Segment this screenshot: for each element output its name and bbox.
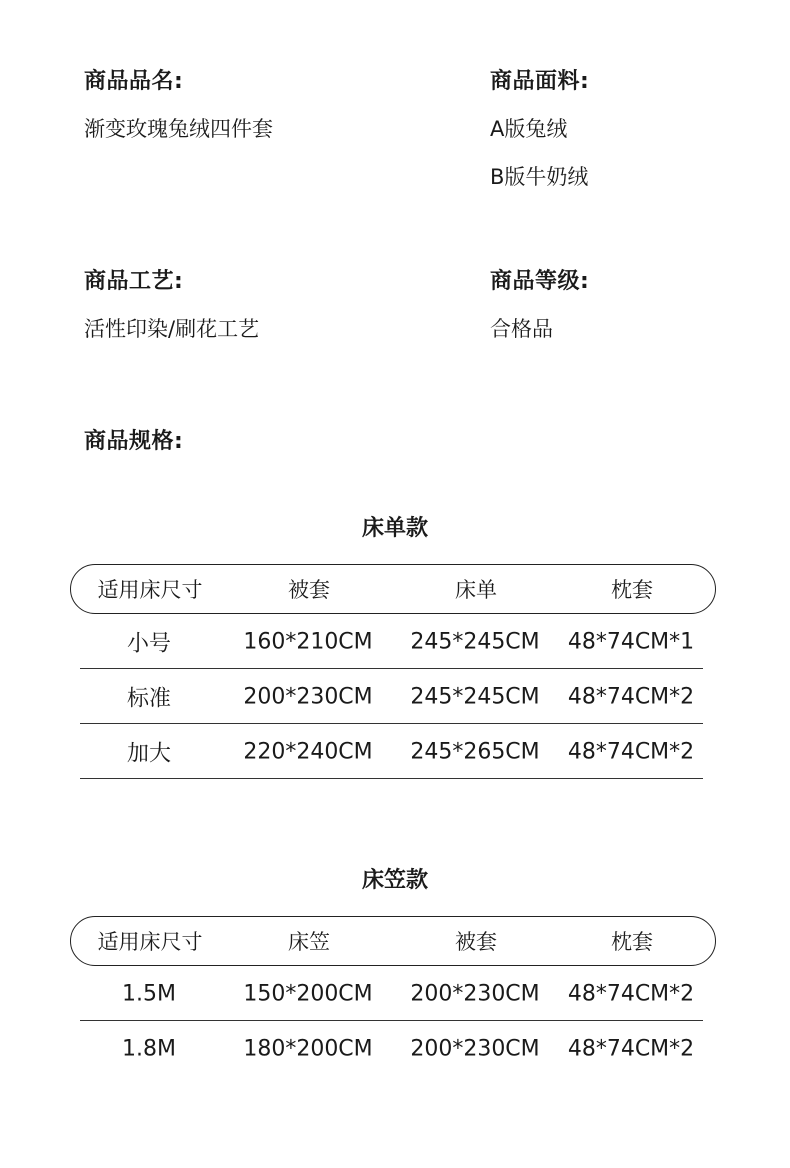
craft-label: 商品工艺:: [84, 269, 184, 294]
table-cell: 加大: [126, 741, 171, 766]
table-cell: 48*74CM*2: [567, 981, 695, 1006]
table-cell: 小号: [126, 631, 171, 656]
table-cell: 245*245CM: [410, 684, 540, 709]
fabric-value-b: B版牛奶绒: [490, 165, 589, 189]
table-row: [70, 724, 716, 779]
table-cell: 160*210CM: [243, 629, 373, 654]
table-row: [70, 1021, 716, 1076]
header-bed-size: 适用床尺寸: [97, 578, 203, 602]
table-cell: 48*74CM*1: [567, 629, 695, 654]
table-row: [70, 966, 716, 1021]
sheet-table: [70, 564, 716, 779]
fitted-table-title: 床笠款: [361, 868, 428, 893]
row-divider: [80, 778, 703, 779]
fabric-value-a: A版兔绒: [490, 117, 568, 141]
table-cell: 245*245CM: [410, 629, 540, 654]
product-name-value: 渐变玫瑰兔绒四件套: [84, 117, 273, 141]
product-name-label: 商品品名:: [84, 69, 184, 94]
grade-label: 商品等级:: [490, 269, 590, 294]
table-cell: 200*230CM: [410, 1036, 540, 1061]
table-cell: 标准: [126, 686, 171, 711]
table-cell: 180*200CM: [243, 1036, 373, 1061]
table-cell: 48*74CM*2: [567, 684, 695, 709]
sheet-table-header: [70, 564, 716, 614]
header-bed-size: 适用床尺寸: [97, 930, 203, 954]
table-cell: 200*230CM: [243, 684, 373, 709]
craft-value: 活性印染/刷花工艺: [84, 317, 260, 341]
table-row: [70, 669, 716, 724]
table-cell: 245*265CM: [410, 739, 540, 764]
header-duvet-cover: 被套: [455, 930, 497, 954]
header-fitted-sheet: 床笠: [288, 930, 330, 954]
header-sheet: 床单: [455, 578, 497, 602]
grade-value: 合格品: [490, 317, 553, 341]
table-cell: 150*200CM: [243, 981, 373, 1006]
header-pillowcase: 枕套: [611, 930, 653, 954]
table-cell: 48*74CM*2: [567, 1036, 695, 1061]
fabric-label: 商品面料:: [490, 69, 590, 94]
table-row: [70, 614, 716, 669]
table-cell: 1.5M: [122, 981, 176, 1006]
table-cell: 48*74CM*2: [567, 739, 695, 764]
header-pillowcase: 枕套: [611, 578, 653, 602]
fitted-table-header: [70, 916, 716, 966]
fitted-table: [70, 916, 716, 1076]
spec-label: 商品规格:: [84, 429, 184, 454]
header-duvet-cover: 被套: [288, 578, 330, 602]
table-cell: 200*230CM: [410, 981, 540, 1006]
table-cell: 220*240CM: [243, 739, 373, 764]
table-cell: 1.8M: [122, 1036, 176, 1061]
sheet-table-title: 床单款: [361, 516, 428, 541]
